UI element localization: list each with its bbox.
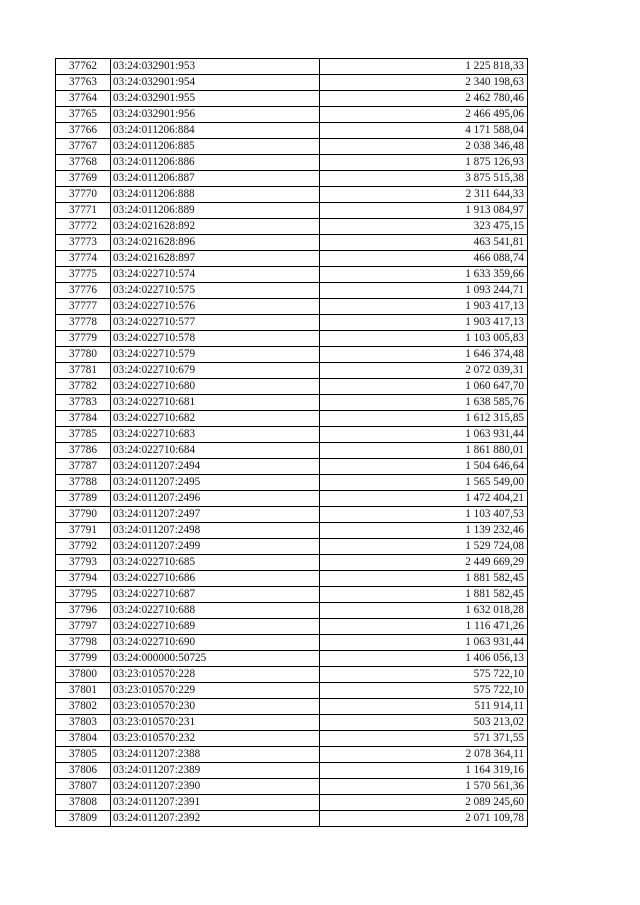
table-row xyxy=(56,283,528,299)
cadastral-number-cell: 03:24:011206:888 xyxy=(111,187,320,203)
row-number-cell: 37788 xyxy=(56,475,111,491)
cadastral-number-cell: 03:24:022710:682 xyxy=(111,411,320,427)
cadastral-number-cell: 03:24:022710:688 xyxy=(111,603,320,619)
table-row xyxy=(56,763,528,779)
cadastral-number-cell: 03:24:021628:892 xyxy=(111,219,320,235)
row-number-cell: 37808 xyxy=(56,795,111,811)
table-row xyxy=(56,619,528,635)
cadastral-number-cell: 03:24:011206:889 xyxy=(111,203,320,219)
row-number-cell: 37776 xyxy=(56,283,111,299)
row-number-cell: 37770 xyxy=(56,187,111,203)
table-row xyxy=(56,91,528,107)
table-row xyxy=(56,571,528,587)
cadastral-value-cell: 2 462 780,46 xyxy=(320,91,528,107)
row-number-cell: 37803 xyxy=(56,715,111,731)
row-number-cell: 37784 xyxy=(56,411,111,427)
cadastral-number-cell: 03:23:010570:229 xyxy=(111,683,320,699)
row-number-cell: 37798 xyxy=(56,635,111,651)
row-number-cell: 37766 xyxy=(56,123,111,139)
row-number-cell: 37771 xyxy=(56,203,111,219)
table-row xyxy=(56,779,528,795)
cadastral-value-cell: 1 875 126,93 xyxy=(320,155,528,171)
table-row xyxy=(56,427,528,443)
cadastral-value-cell: 1 060 647,70 xyxy=(320,379,528,395)
table-row xyxy=(56,539,528,555)
cadastral-value-cell: 4 171 588,04 xyxy=(320,123,528,139)
row-number-cell: 37777 xyxy=(56,299,111,315)
cadastral-number-cell: 03:24:011207:2391 xyxy=(111,795,320,811)
cadastral-value-cell: 2 449 669,29 xyxy=(320,555,528,571)
cadastral-value-cell: 1 103 407,53 xyxy=(320,507,528,523)
cadastral-value-cell: 575 722,10 xyxy=(320,683,528,699)
cadastral-value-cell: 2 072 039,31 xyxy=(320,363,528,379)
cadastral-number-cell: 03:24:011207:2496 xyxy=(111,491,320,507)
row-number-cell: 37806 xyxy=(56,763,111,779)
cadastral-value-cell: 323 475,15 xyxy=(320,219,528,235)
cadastral-number-cell: 03:24:032901:954 xyxy=(111,75,320,91)
row-number-cell: 37779 xyxy=(56,331,111,347)
table-body xyxy=(56,59,528,827)
row-number-cell: 37768 xyxy=(56,155,111,171)
cadastral-value-cell: 2 466 495,06 xyxy=(320,107,528,123)
cadastral-number-cell: 03:24:022710:686 xyxy=(111,571,320,587)
table-row xyxy=(56,203,528,219)
cadastral-value-cell: 1 063 931,44 xyxy=(320,427,528,443)
table-row xyxy=(56,331,528,347)
table-row xyxy=(56,411,528,427)
table-row xyxy=(56,363,528,379)
table-row xyxy=(56,795,528,811)
cadastral-value-table xyxy=(55,58,528,827)
cadastral-value-cell: 1 116 471,26 xyxy=(320,619,528,635)
cadastral-number-cell: 03:24:011207:2499 xyxy=(111,539,320,555)
row-number-cell: 37795 xyxy=(56,587,111,603)
cadastral-value-cell: 1 913 084,97 xyxy=(320,203,528,219)
row-number-cell: 37790 xyxy=(56,507,111,523)
cadastral-value-cell: 1 903 417,13 xyxy=(320,315,528,331)
cadastral-number-cell: 03:24:011207:2498 xyxy=(111,523,320,539)
row-number-cell: 37791 xyxy=(56,523,111,539)
cadastral-number-cell: 03:24:032901:956 xyxy=(111,107,320,123)
row-number-cell: 37778 xyxy=(56,315,111,331)
row-number-cell: 37767 xyxy=(56,139,111,155)
table-row xyxy=(56,683,528,699)
cadastral-value-cell: 1 063 931,44 xyxy=(320,635,528,651)
table-row xyxy=(56,251,528,267)
cadastral-number-cell: 03:24:011207:2494 xyxy=(111,459,320,475)
table-row xyxy=(56,459,528,475)
cadastral-value-cell: 1 093 244,71 xyxy=(320,283,528,299)
row-number-cell: 37797 xyxy=(56,619,111,635)
row-number-cell: 37793 xyxy=(56,555,111,571)
table-row xyxy=(56,715,528,731)
cadastral-number-cell: 03:24:022710:687 xyxy=(111,587,320,603)
cadastral-number-cell: 03:24:022710:690 xyxy=(111,635,320,651)
cadastral-value-cell: 2 078 364,11 xyxy=(320,747,528,763)
cadastral-value-cell: 571 371,55 xyxy=(320,731,528,747)
cadastral-number-cell: 03:24:011206:884 xyxy=(111,123,320,139)
row-number-cell: 37772 xyxy=(56,219,111,235)
row-number-cell: 37782 xyxy=(56,379,111,395)
cadastral-number-cell: 03:23:010570:230 xyxy=(111,699,320,715)
row-number-cell: 37786 xyxy=(56,443,111,459)
cadastral-value-cell: 1 646 374,48 xyxy=(320,347,528,363)
cadastral-number-cell: 03:24:022710:683 xyxy=(111,427,320,443)
row-number-cell: 37785 xyxy=(56,427,111,443)
cadastral-number-cell: 03:24:032901:953 xyxy=(111,59,320,75)
cadastral-value-cell: 511 914,11 xyxy=(320,699,528,715)
cadastral-value-cell: 503 213,02 xyxy=(320,715,528,731)
table-row xyxy=(56,699,528,715)
cadastral-value-cell: 466 088,74 xyxy=(320,251,528,267)
table-row xyxy=(56,811,528,827)
cadastral-number-cell: 03:24:011206:886 xyxy=(111,155,320,171)
table-row xyxy=(56,235,528,251)
row-number-cell: 37764 xyxy=(56,91,111,107)
table-row xyxy=(56,299,528,315)
cadastral-number-cell: 03:24:011206:887 xyxy=(111,171,320,187)
table-row xyxy=(56,603,528,619)
row-number-cell: 37789 xyxy=(56,491,111,507)
table-row xyxy=(56,171,528,187)
cadastral-number-cell: 03:24:011206:885 xyxy=(111,139,320,155)
cadastral-value-cell: 1 164 319,16 xyxy=(320,763,528,779)
cadastral-number-cell: 03:23:010570:232 xyxy=(111,731,320,747)
table-row xyxy=(56,59,528,75)
table-row xyxy=(56,587,528,603)
cadastral-number-cell: 03:24:022710:679 xyxy=(111,363,320,379)
row-number-cell: 37799 xyxy=(56,651,111,667)
table-row xyxy=(56,651,528,667)
cadastral-number-cell: 03:24:011207:2389 xyxy=(111,763,320,779)
cadastral-number-cell: 03:24:022710:577 xyxy=(111,315,320,331)
row-number-cell: 37794 xyxy=(56,571,111,587)
table-row xyxy=(56,139,528,155)
cadastral-number-cell: 03:24:021628:897 xyxy=(111,251,320,267)
cadastral-value-cell: 2 071 109,78 xyxy=(320,811,528,827)
table-row xyxy=(56,667,528,683)
cadastral-value-cell: 2 038 346,48 xyxy=(320,139,528,155)
table-row xyxy=(56,555,528,571)
table-row xyxy=(56,107,528,123)
cadastral-value-cell: 2 089 245,60 xyxy=(320,795,528,811)
table-row xyxy=(56,123,528,139)
cadastral-number-cell: 03:23:010570:231 xyxy=(111,715,320,731)
cadastral-value-cell: 1 570 561,36 xyxy=(320,779,528,795)
table-row xyxy=(56,155,528,171)
table-row xyxy=(56,443,528,459)
cadastral-value-cell: 1 565 549,00 xyxy=(320,475,528,491)
row-number-cell: 37781 xyxy=(56,363,111,379)
table-row xyxy=(56,347,528,363)
table-row xyxy=(56,491,528,507)
row-number-cell: 37800 xyxy=(56,667,111,683)
row-number-cell: 37769 xyxy=(56,171,111,187)
row-number-cell: 37807 xyxy=(56,779,111,795)
cadastral-number-cell: 03:24:022710:579 xyxy=(111,347,320,363)
table-row xyxy=(56,187,528,203)
row-number-cell: 37802 xyxy=(56,699,111,715)
cadastral-number-cell: 03:24:011207:2497 xyxy=(111,507,320,523)
table-row xyxy=(56,315,528,331)
cadastral-value-cell: 1 103 005,83 xyxy=(320,331,528,347)
row-number-cell: 37762 xyxy=(56,59,111,75)
cadastral-number-cell: 03:24:022710:681 xyxy=(111,395,320,411)
cadastral-number-cell: 03:24:011207:2495 xyxy=(111,475,320,491)
table-row xyxy=(56,267,528,283)
row-number-cell: 37792 xyxy=(56,539,111,555)
table-row xyxy=(56,219,528,235)
cadastral-value-cell: 1 638 585,76 xyxy=(320,395,528,411)
row-number-cell: 37765 xyxy=(56,107,111,123)
cadastral-value-cell: 1 861 880,01 xyxy=(320,443,528,459)
row-number-cell: 37787 xyxy=(56,459,111,475)
table-row xyxy=(56,635,528,651)
cadastral-value-cell: 1 139 232,46 xyxy=(320,523,528,539)
cadastral-value-cell: 1 472 404,21 xyxy=(320,491,528,507)
cadastral-value-cell: 1 633 359,66 xyxy=(320,267,528,283)
row-number-cell: 37809 xyxy=(56,811,111,827)
table-row xyxy=(56,747,528,763)
cadastral-number-cell: 03:24:022710:575 xyxy=(111,283,320,299)
cadastral-value-cell: 2 311 644,33 xyxy=(320,187,528,203)
cadastral-number-cell: 03:23:010570:228 xyxy=(111,667,320,683)
row-number-cell: 37775 xyxy=(56,267,111,283)
row-number-cell: 37763 xyxy=(56,75,111,91)
row-number-cell: 37780 xyxy=(56,347,111,363)
cadastral-value-cell: 3 875 515,38 xyxy=(320,171,528,187)
cadastral-value-cell: 1 406 056,13 xyxy=(320,651,528,667)
table-row xyxy=(56,75,528,91)
cadastral-number-cell: 03:24:011207:2390 xyxy=(111,779,320,795)
cadastral-value-cell: 1 529 724,08 xyxy=(320,539,528,555)
cadastral-value-cell: 1 881 582,45 xyxy=(320,587,528,603)
cadastral-number-cell: 03:24:011207:2388 xyxy=(111,747,320,763)
table-row xyxy=(56,379,528,395)
row-number-cell: 37773 xyxy=(56,235,111,251)
table-row xyxy=(56,523,528,539)
cadastral-number-cell: 03:24:022710:578 xyxy=(111,331,320,347)
cadastral-value-cell: 463 541,81 xyxy=(320,235,528,251)
table-row xyxy=(56,731,528,747)
cadastral-number-cell: 03:24:022710:685 xyxy=(111,555,320,571)
cadastral-value-cell: 1 881 582,45 xyxy=(320,571,528,587)
table-row xyxy=(56,475,528,491)
cadastral-value-cell: 1 903 417,13 xyxy=(320,299,528,315)
row-number-cell: 37796 xyxy=(56,603,111,619)
table-row xyxy=(56,395,528,411)
cadastral-number-cell: 03:24:022710:684 xyxy=(111,443,320,459)
cadastral-value-cell: 1 612 315,85 xyxy=(320,411,528,427)
cadastral-value-cell: 2 340 198,63 xyxy=(320,75,528,91)
cadastral-number-cell: 03:24:032901:955 xyxy=(111,91,320,107)
cadastral-number-cell: 03:24:000000:50725 xyxy=(111,651,320,667)
cadastral-number-cell: 03:24:011207:2392 xyxy=(111,811,320,827)
cadastral-value-cell: 1 504 646,64 xyxy=(320,459,528,475)
row-number-cell: 37774 xyxy=(56,251,111,267)
cadastral-number-cell: 03:24:022710:574 xyxy=(111,267,320,283)
cadastral-value-cell: 575 722,10 xyxy=(320,667,528,683)
cadastral-value-cell: 1 225 818,33 xyxy=(320,59,528,75)
row-number-cell: 37801 xyxy=(56,683,111,699)
cadastral-number-cell: 03:24:022710:680 xyxy=(111,379,320,395)
cadastral-number-cell: 03:24:022710:689 xyxy=(111,619,320,635)
row-number-cell: 37805 xyxy=(56,747,111,763)
table-row xyxy=(56,507,528,523)
cadastral-number-cell: 03:24:022710:576 xyxy=(111,299,320,315)
row-number-cell: 37783 xyxy=(56,395,111,411)
cadastral-value-cell: 1 632 018,28 xyxy=(320,603,528,619)
cadastral-number-cell: 03:24:021628:896 xyxy=(111,235,320,251)
row-number-cell: 37804 xyxy=(56,731,111,747)
